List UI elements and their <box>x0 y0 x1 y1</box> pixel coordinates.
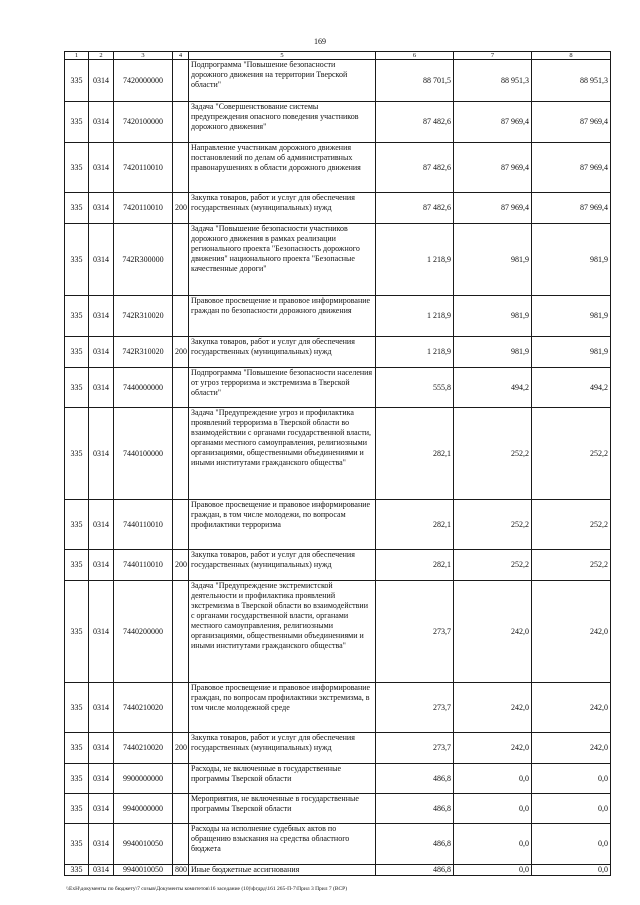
amount-col7: 252,2 <box>454 500 532 550</box>
section-code: 0314 <box>89 581 114 683</box>
section-code: 0314 <box>89 337 114 368</box>
target-article-code: 7440210020 <box>114 683 173 733</box>
table-row <box>65 60 611 102</box>
amount-col8: 0,0 <box>532 764 611 794</box>
admin-code: 335 <box>65 581 89 683</box>
table-row <box>65 500 611 550</box>
amount-col6: 486,8 <box>376 764 454 794</box>
expense-type-code: 200 <box>173 337 189 368</box>
section-code: 0314 <box>89 865 114 876</box>
header-cell: 5 <box>189 52 376 60</box>
target-article-code: 7440210020 <box>114 733 173 764</box>
amount-col6: 87 482,6 <box>376 102 454 143</box>
section-code: 0314 <box>89 550 114 581</box>
expense-type-code <box>173 408 189 500</box>
amount-col6: 486,8 <box>376 865 454 876</box>
admin-code: 335 <box>65 60 89 102</box>
item-description: Подпрограмма "Повышение безопасности дорожного движения на территории Тверской области" <box>189 60 376 102</box>
page-number: 169 <box>314 37 326 46</box>
amount-col8: 87 969,4 <box>532 193 611 224</box>
amount-col6: 1 218,9 <box>376 296 454 337</box>
item-description: Закупка товаров, работ и услуг для обеспечения государственных (муниципальных) нужд <box>189 550 376 581</box>
target-article-code: 7440110010 <box>114 550 173 581</box>
file-path-footer: \\ЕхН\документы по бюджету\7 созыв\Документы комитетов\16 заседание (10)\фгдрд\161 265-П-7\Прил 3 Прил 7 (ВСР) <box>66 886 348 892</box>
item-description: Задача "Предупреждение экстремистской деятельности и профилактика проявлений экстремизма в Тверской области во взаимодействии с органами государственной власти, органами местного самоуправления, религиозными организациями, общественными объединениями и иными институтами гражданского общества" <box>189 581 376 683</box>
amount-col8: 252,2 <box>532 408 611 500</box>
section-code: 0314 <box>89 193 114 224</box>
item-description: Иные бюджетные ассигнования <box>189 865 376 876</box>
expense-type-code <box>173 764 189 794</box>
amount-col7: 0,0 <box>454 764 532 794</box>
target-article-code: 742R310020 <box>114 296 173 337</box>
amount-col6: 555,8 <box>376 368 454 408</box>
item-description: Расходы на исполнение судебных актов по обращению взыскания на средства областного бюджета <box>189 824 376 865</box>
header-cell: 3 <box>114 52 173 60</box>
item-description: Расходы, не включенные в государственные программы Тверской области <box>189 764 376 794</box>
amount-col7: 0,0 <box>454 794 532 824</box>
amount-col8: 242,0 <box>532 581 611 683</box>
section-code: 0314 <box>89 824 114 865</box>
section-code: 0314 <box>89 102 114 143</box>
amount-col6: 1 218,9 <box>376 224 454 296</box>
target-article-code: 9940010050 <box>114 824 173 865</box>
amount-col6: 273,7 <box>376 683 454 733</box>
header-cell: 7 <box>454 52 532 60</box>
amount-col8: 0,0 <box>532 824 611 865</box>
expense-type-code <box>173 224 189 296</box>
expense-type-code: 800 <box>173 865 189 876</box>
section-code: 0314 <box>89 60 114 102</box>
table-row <box>65 337 611 368</box>
amount-col6: 282,1 <box>376 500 454 550</box>
section-code: 0314 <box>89 224 114 296</box>
amount-col8: 981,9 <box>532 224 611 296</box>
table-row <box>65 733 611 764</box>
section-code: 0314 <box>89 764 114 794</box>
table-row <box>65 764 611 794</box>
target-article-code: 7420100000 <box>114 102 173 143</box>
amount-col6: 282,1 <box>376 550 454 581</box>
amount-col8: 981,9 <box>532 337 611 368</box>
expense-type-code <box>173 60 189 102</box>
admin-code: 335 <box>65 224 89 296</box>
amount-col8: 88 951,3 <box>532 60 611 102</box>
amount-col6: 282,1 <box>376 408 454 500</box>
amount-col7: 252,2 <box>454 550 532 581</box>
table-row <box>65 296 611 337</box>
admin-code: 335 <box>65 733 89 764</box>
section-code: 0314 <box>89 296 114 337</box>
section-code: 0314 <box>89 368 114 408</box>
amount-col8: 0,0 <box>532 865 611 876</box>
item-description: Закупка товаров, работ и услуг для обеспечения государственных (муниципальных) нужд <box>189 733 376 764</box>
amount-col8: 87 969,4 <box>532 143 611 193</box>
amount-col7: 0,0 <box>454 865 532 876</box>
expense-type-code: 200 <box>173 733 189 764</box>
target-article-code: 742R310020 <box>114 337 173 368</box>
expense-type-code <box>173 500 189 550</box>
header-cell: 8 <box>532 52 611 60</box>
amount-col7: 242,0 <box>454 733 532 764</box>
amount-col7: 88 951,3 <box>454 60 532 102</box>
amount-col7: 0,0 <box>454 824 532 865</box>
admin-code: 335 <box>65 824 89 865</box>
target-article-code: 7420110010 <box>114 193 173 224</box>
amount-col6: 1 218,9 <box>376 337 454 368</box>
section-code: 0314 <box>89 794 114 824</box>
amount-col8: 981,9 <box>532 296 611 337</box>
admin-code: 335 <box>65 102 89 143</box>
item-description: Задача "Предупреждение угроз и профилактика проявлений терроризма в Тверской области во взаимодействии с органами государственной власти, органами местного самоуправления, религиозными организациями, общественными объединениями и иными институтами гражданского общества" <box>189 408 376 500</box>
table-row <box>65 824 611 865</box>
expense-type-code <box>173 824 189 865</box>
amount-col7: 242,0 <box>454 683 532 733</box>
expense-type-code: 200 <box>173 193 189 224</box>
target-article-code: 742R300000 <box>114 224 173 296</box>
section-code: 0314 <box>89 683 114 733</box>
item-description: Правовое просвещение и правовое информирование граждан по безопасности дорожного движения <box>189 296 376 337</box>
amount-col7: 981,9 <box>454 224 532 296</box>
table-row <box>65 683 611 733</box>
admin-code: 335 <box>65 296 89 337</box>
table-row <box>65 368 611 408</box>
amount-col8: 242,0 <box>532 683 611 733</box>
admin-code: 335 <box>65 193 89 224</box>
table-row <box>65 408 611 500</box>
header-cell: 4 <box>173 52 189 60</box>
admin-code: 335 <box>65 550 89 581</box>
item-description: Задача "Совершенствование системы предупреждения опасного поведения участников дорожного движения" <box>189 102 376 143</box>
target-article-code: 7440200000 <box>114 581 173 683</box>
expense-type-code <box>173 296 189 337</box>
admin-code: 335 <box>65 143 89 193</box>
budget-table <box>64 51 611 876</box>
target-article-code: 7440100000 <box>114 408 173 500</box>
amount-col8: 242,0 <box>532 733 611 764</box>
table-row <box>65 193 611 224</box>
admin-code: 335 <box>65 794 89 824</box>
amount-col6: 273,7 <box>376 733 454 764</box>
amount-col7: 252,2 <box>454 408 532 500</box>
table-row <box>65 865 611 876</box>
amount-col6: 88 701,5 <box>376 60 454 102</box>
expense-type-code <box>173 683 189 733</box>
table-row <box>65 102 611 143</box>
amount-col6: 87 482,6 <box>376 193 454 224</box>
amount-col6: 486,8 <box>376 794 454 824</box>
expense-type-code <box>173 581 189 683</box>
section-code: 0314 <box>89 733 114 764</box>
amount-col8: 252,2 <box>532 500 611 550</box>
item-description: Направление участникам дорожного движения постановлений по делам об административных правонарушениях в области дорожного движения <box>189 143 376 193</box>
item-description: Правовое просвещение и правовое информирование граждан, по вопросам профилактики экстремизма, в том числе молодежной среде <box>189 683 376 733</box>
expense-type-code <box>173 143 189 193</box>
item-description: Закупка товаров, работ и услуг для обеспечения государственных (муниципальных) нужд <box>189 193 376 224</box>
item-description: Правовое просвещение и правовое информирование граждан, в том числе молодежи, по вопросам профилактики терроризма <box>189 500 376 550</box>
item-description: Закупка товаров, работ и услуг для обеспечения государственных (муниципальных) нужд <box>189 337 376 368</box>
target-article-code: 7440000000 <box>114 368 173 408</box>
header-cell: 6 <box>376 52 454 60</box>
amount-col7: 981,9 <box>454 296 532 337</box>
table-row <box>65 794 611 824</box>
amount-col6: 273,7 <box>376 581 454 683</box>
expense-type-code <box>173 794 189 824</box>
section-code: 0314 <box>89 143 114 193</box>
amount-col8: 252,2 <box>532 550 611 581</box>
amount-col6: 486,8 <box>376 824 454 865</box>
admin-code: 335 <box>65 683 89 733</box>
section-code: 0314 <box>89 408 114 500</box>
target-article-code: 9940000000 <box>114 794 173 824</box>
header-row <box>65 52 611 60</box>
amount-col7: 494,2 <box>454 368 532 408</box>
admin-code: 335 <box>65 368 89 408</box>
amount-col8: 494,2 <box>532 368 611 408</box>
amount-col6: 87 482,6 <box>376 143 454 193</box>
amount-col7: 242,0 <box>454 581 532 683</box>
amount-col7: 87 969,4 <box>454 143 532 193</box>
admin-code: 335 <box>65 337 89 368</box>
expense-type-code <box>173 102 189 143</box>
target-article-code: 7420000000 <box>114 60 173 102</box>
header-cell: 2 <box>89 52 114 60</box>
expense-type-code <box>173 368 189 408</box>
admin-code: 335 <box>65 500 89 550</box>
item-description: Мероприятия, не включенные в государственные программы Тверской области <box>189 794 376 824</box>
item-description: Задача "Повышение безопасности участников дорожного движения в рамках реализации регионального проекта "Безопасность дорожного движения" национального проекта "Безопасные качественные дороги" <box>189 224 376 296</box>
amount-col8: 0,0 <box>532 794 611 824</box>
amount-col7: 87 969,4 <box>454 102 532 143</box>
amount-col7: 87 969,4 <box>454 193 532 224</box>
admin-code: 335 <box>65 865 89 876</box>
table-row <box>65 550 611 581</box>
header-cell: 1 <box>65 52 89 60</box>
table-row <box>65 224 611 296</box>
target-article-code: 9940010050 <box>114 865 173 876</box>
table-row <box>65 143 611 193</box>
section-code: 0314 <box>89 500 114 550</box>
target-article-code: 7440110010 <box>114 500 173 550</box>
target-article-code: 9900000000 <box>114 764 173 794</box>
admin-code: 335 <box>65 408 89 500</box>
table-row <box>65 581 611 683</box>
admin-code: 335 <box>65 764 89 794</box>
amount-col8: 87 969,4 <box>532 102 611 143</box>
expense-type-code: 200 <box>173 550 189 581</box>
target-article-code: 7420110010 <box>114 143 173 193</box>
item-description: Подпрограмма "Повышение безопасности населения от угроз терроризма и экстремизма в Тверской области" <box>189 368 376 408</box>
amount-col7: 981,9 <box>454 337 532 368</box>
